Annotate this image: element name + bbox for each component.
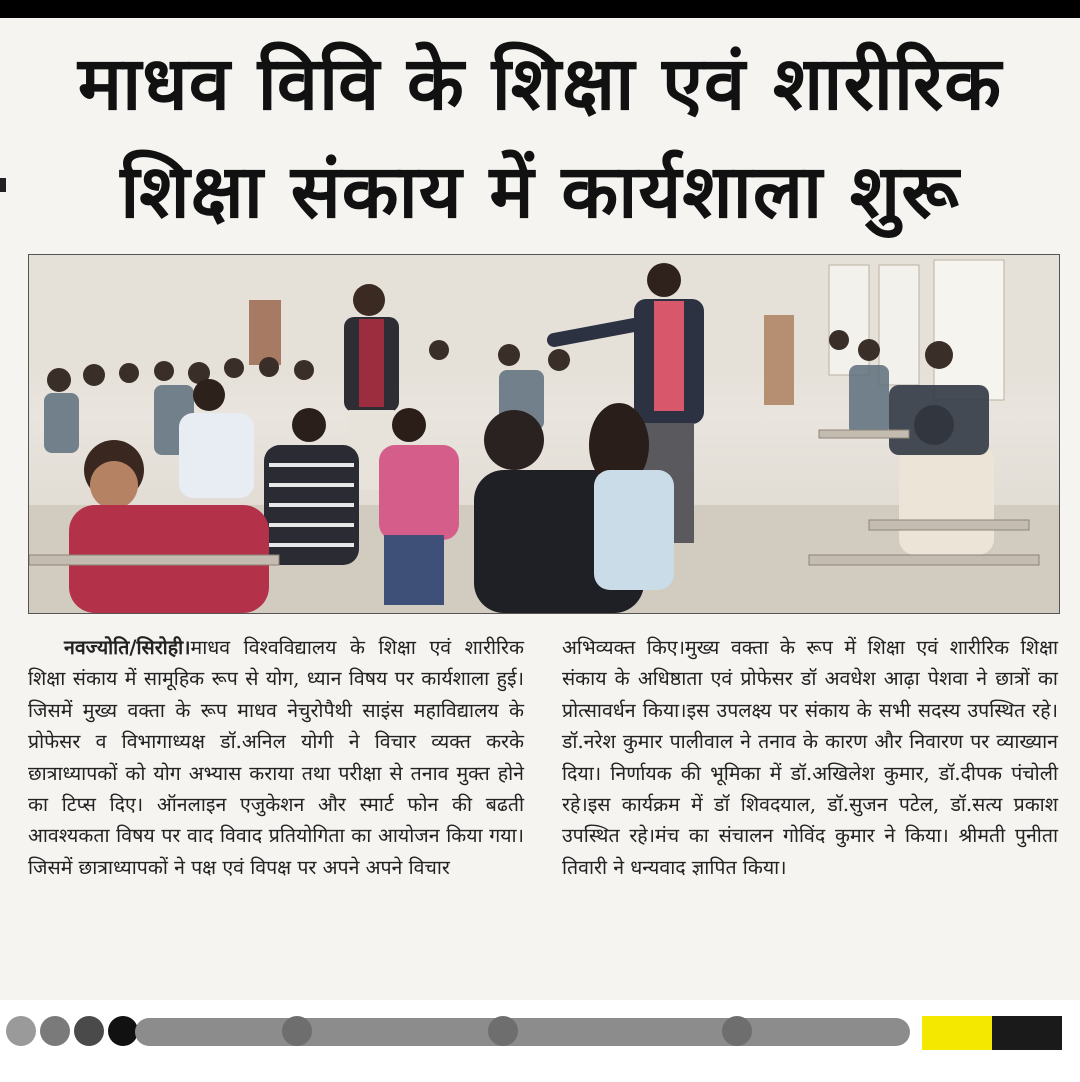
progress-track[interactable] [135, 1018, 910, 1046]
pager-dot-icon[interactable] [74, 1016, 104, 1046]
margin-mark [0, 178, 6, 192]
headline-line-2: शिक्षा संकाय में कार्यशाला शुरू [120, 149, 960, 235]
article-column-1 [28, 632, 524, 977]
headline [20, 30, 1060, 246]
progress-knob-icon[interactable] [722, 1016, 752, 1046]
article-paragraph-1 [28, 632, 524, 883]
pager-dot-active-icon[interactable] [108, 1016, 138, 1046]
article-column-2 [562, 632, 1058, 977]
progress-knob-icon[interactable] [488, 1016, 518, 1046]
top-black-bar [0, 0, 1080, 18]
article-text-col1: माधव विश्वविद्यालय के शिक्षा एवं शारीरिक शिक्षा संकाय में सामूहिक रूप से योग, ध्यान विषय पर कार्यशाला हुई। जिसमें मुख्य वक्ता के रूप माधव नेचुरोपैथी साइंस महाविद्यालय के प्रोफेसर व विभागाध्यक्ष डॉ.अनिल योगी ने विचार व्यक्त करके छात्राध्यापकों को योग अभ्यास कराया तथा परीक्षा से तनाव मुक्त होने का टिप्स दिए। ऑनलाइन एजुकेशन और स्मार्ट फोन की बढती आवश्यकता विषय पर वाद विवाद प्रतियोगिता का आयोजन किया गया। जिसमें छात्राध्यापकों ने पक्ष एवं विपक्ष पर अपने अपने विचार [28, 636, 524, 879]
dateline: नवज्योति/सिरोही। [64, 636, 191, 659]
article-text-col2: अभिव्यक्त किए।मुख्य वक्ता के रूप में शिक्षा एवं शारीरिक शिक्षा संकाय के अधिष्ठाता एवं प्रोफेसर डॉ अवधेश आढ़ा पेशवा ने छात्रों का प्रोत्सावर्धन किया।इस उपलक्ष्य पर संकाय के सभी सदस्य उपस्थित रहे।डॉ.नरेश कुमार पालीवाल ने तनाव के कारण और निवारण पर व्याख्यान दिया। निर्णायक की भूमिका में डॉ.अखिलेश कुमार, डॉ.दीपक पंचोली रहे।इस कार्यक्रम में डॉ शिवदयाल, डॉ.सुजन पटेल, डॉ.सत्य प्रकाश उपस्थित रहे।मंच का संचालन गोविंद कुमार ने किया। श्रीमती पुनीता तिवारी ने धन्यवाद ज्ञापित किया। [562, 636, 1058, 879]
black-swatch [992, 1016, 1062, 1050]
progress-knob-icon[interactable] [282, 1016, 312, 1046]
headline-line-1: माधव विवि के शिक्षा एवं शारीरिक [77, 41, 1003, 127]
pager-dot-icon[interactable] [40, 1016, 70, 1046]
news-photo [28, 254, 1060, 614]
yellow-swatch [922, 1016, 992, 1050]
pager-dot-icon[interactable] [6, 1016, 36, 1046]
classroom-photo-illustration [29, 255, 1059, 613]
